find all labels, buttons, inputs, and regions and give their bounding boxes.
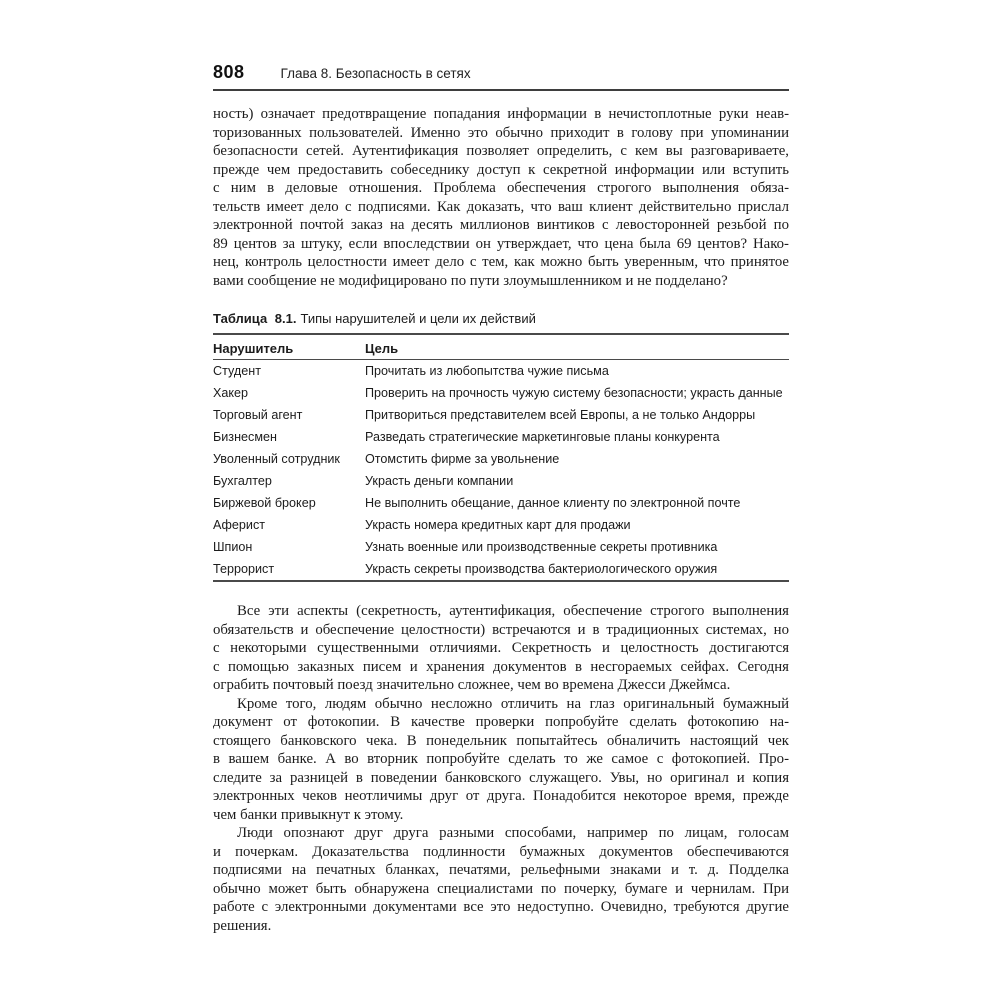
chapter-title: Глава 8. Безопасность в сетях xyxy=(280,66,471,81)
table-row xyxy=(213,360,789,383)
text-line: решения. xyxy=(213,917,272,934)
intruders-table xyxy=(213,333,789,582)
text-line: в вашем банке. А во вторник попробуйте сделать то же самое с фотокопией. Про- xyxy=(213,751,789,767)
goal-cell: Украсть секреты производства бактериологического оружия xyxy=(365,562,718,576)
table-row xyxy=(213,514,789,536)
running-head xyxy=(213,62,789,91)
table-row xyxy=(213,382,789,404)
intruder-cell: Торговый агент xyxy=(213,408,303,422)
table-header-row xyxy=(213,334,789,360)
paragraph xyxy=(213,695,789,825)
text-line: электронной почтой заказ на десять миллионов винтиков с левосторонней резьбой по xyxy=(213,217,789,233)
text-line: обязательств и обеспечение целостности) встречаются и в традиционных системах, но xyxy=(213,621,789,638)
text-line: торизованных пользователей. Именно это обычно приходит в голову при упоминании xyxy=(213,124,789,141)
text-line: и почеркам. Доказательства подлинности бумажных документов обеспечиваются xyxy=(213,843,789,860)
goal-cell: Разведать стратегические маркетинговые планы конкурента xyxy=(365,430,720,444)
paragraph xyxy=(213,824,789,935)
goal-cell: Не выполнить обещание, данное клиенту по электронной почте xyxy=(365,496,741,510)
text-line: работе с электронными документами все это недоступно. Очевидно, требуются другие xyxy=(213,899,789,915)
paragraph xyxy=(213,602,789,695)
text-line: безопасности сетей. Аутентификация позволяет определить, с кем вы разговариваете, xyxy=(213,143,789,159)
table-caption-label: Таблица 8.1. xyxy=(213,311,297,326)
text-line: ограбить почтовый поезд значительно сложнее, чем во времена Джесси Джеймса. xyxy=(213,677,731,693)
intro-text xyxy=(213,105,789,290)
text-line: подписями на печатных бланках, печатями, рельефными знаками и т. д. Подделка xyxy=(213,862,789,878)
text-line: следите за разницей в поведении банковского служащего. Увы, но оригинал и копия xyxy=(213,769,789,786)
table-row xyxy=(213,558,789,581)
text-line: Люди опознают друг друга разными способами, например по лицам, голосам xyxy=(237,825,789,841)
column-header-intruder: Нарушитель xyxy=(213,334,365,360)
table-row xyxy=(213,404,789,426)
goal-cell: Украсть номера кредитных карт для продажи xyxy=(365,518,631,532)
page-number: 808 xyxy=(213,62,245,82)
table-row xyxy=(213,426,789,448)
table-row xyxy=(213,470,789,492)
goal-cell: Отомстить фирме за увольнение xyxy=(365,452,560,466)
text-line: чем банки привыкнут к этому. xyxy=(213,806,404,823)
table-header xyxy=(213,334,789,360)
goal-cell: Прочитать из любопытства чужие письма xyxy=(365,364,609,378)
text-line: 89 центов за штуку, если впоследствии он утверждает, что цена была 69 центов? Нако- xyxy=(213,235,789,252)
text-line: нец, контроль целостности имеет дело с тем, как можно быть уверенным, что принятое xyxy=(213,254,789,270)
text-line: тельств имеет дело с подписями. Как доказать, что ваш клиент действительно прислал xyxy=(213,198,789,215)
page-content xyxy=(213,62,789,935)
goal-cell: Притвориться представителем всей Европы, а не только Андорры xyxy=(365,408,756,422)
intruder-cell: Хакер xyxy=(213,386,249,400)
table-row xyxy=(213,492,789,514)
text-line: с некоторыми существенными отличиями. Секретность и целостность достигаются xyxy=(213,640,789,656)
table-caption-text: Типы нарушителей и цели их действий xyxy=(300,311,536,326)
table-row xyxy=(213,448,789,470)
text-line: с ним в деловые отношения. Проблема обеспечения строгого выполнения обяза- xyxy=(213,180,789,196)
text-line: электронных чеков неотличимы друг от друга. Понадобится некоторое время, прежде xyxy=(213,788,789,804)
column-header-goal: Цель xyxy=(365,334,789,360)
table-caption xyxy=(213,311,789,327)
text-line: с помощью заказных писем и хранения документов в несгораемых сейфах. Сегодня xyxy=(213,658,789,675)
paragraph xyxy=(213,105,789,290)
table-body xyxy=(213,360,789,582)
intruder-cell: Бухгалтер xyxy=(213,474,272,488)
intruder-cell: Бизнесмен xyxy=(213,430,277,444)
text-line: обычно может быть обнаружена специалистами по почерку, бумаге и чернилам. При xyxy=(213,880,789,897)
intruder-cell: Студент xyxy=(213,364,261,378)
goal-cell: Узнать военные или производственные секреты противника xyxy=(365,540,718,554)
intruder-cell: Террорист xyxy=(213,562,275,576)
intruder-cell: Аферист xyxy=(213,518,266,532)
table-row xyxy=(213,536,789,558)
text-line: вами сообщение не модифицировано по пути злоумышленником и не подделано? xyxy=(213,272,728,289)
intruder-cell: Уволенный сотрудник xyxy=(213,452,340,466)
intruder-cell: Шпион xyxy=(213,540,253,554)
table-8-1-block xyxy=(213,311,789,582)
text-line: Все эти аспекты (секретность, аутентификация, обеспечение строгого выполнения xyxy=(237,603,789,619)
intruder-cell: Биржевой брокер xyxy=(213,496,316,510)
goal-cell: Проверить на прочность чужую систему безопасности; украсть данные xyxy=(365,386,783,400)
goal-cell: Украсть деньги компании xyxy=(365,474,514,488)
text-line: стоящего банковского чека. В понедельник попытайтесь обналичить настоящий чек xyxy=(213,732,789,749)
text-line: ность) означает предотвращение попадания информации в нечистоплотные руки неав- xyxy=(213,106,789,122)
body-text xyxy=(213,602,789,935)
text-line: документ от фотокопии. В качестве проверки попробуйте сделать фотокопию на- xyxy=(213,714,789,730)
text-line: Кроме того, людям обычно несложно отличить на глаз оригинальный бумажный xyxy=(237,695,789,712)
text-line: прежде чем предоставить собеседнику доступ к секретной информации или вступить xyxy=(213,161,789,178)
